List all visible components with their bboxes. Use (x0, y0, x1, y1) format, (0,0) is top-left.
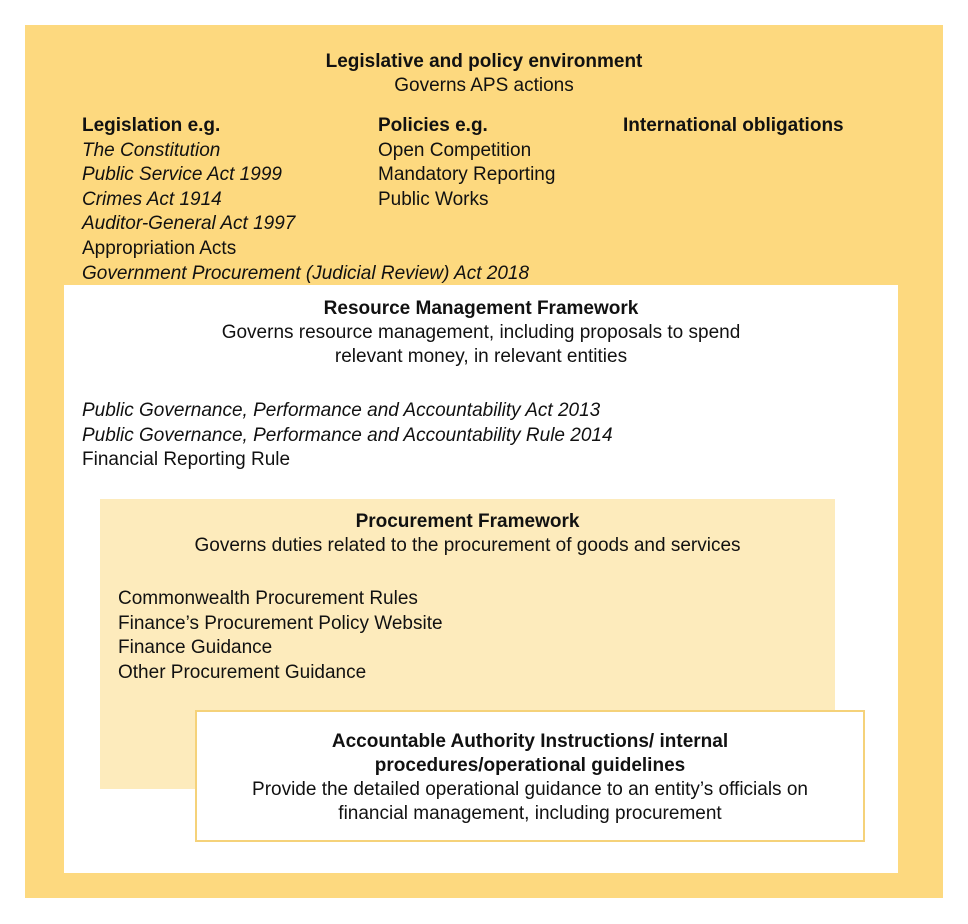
legislation-item: Crimes Act 1914 (82, 188, 222, 210)
pf-list (118, 587, 443, 685)
legislation-item: Appropriation Acts (82, 237, 237, 259)
aai-desc-line1: Provide the detailed operational guidance to an entity’s officials on (252, 779, 808, 800)
rmf-subtitle-line1: Governs resource management, including proposals to spend (221, 322, 741, 343)
rmf-list (82, 399, 613, 473)
policies-heading: Policies e.g. (378, 115, 488, 136)
rmf-item: Financial Reporting Rule (82, 449, 291, 471)
pf-item: Finance Guidance (118, 637, 273, 659)
pf-item: Other Procurement Guidance (118, 661, 367, 683)
accountable-authority-instructions-box (195, 710, 865, 842)
legislation-item: Auditor-General Act 1997 (82, 213, 296, 235)
pf-subtitle: Governs duties related to the procurement of goods and services (194, 535, 741, 556)
rmf-title: Resource Management Framework (323, 298, 639, 319)
legislative-subtitle: Governs APS actions (394, 75, 574, 96)
policy-item: Public Works (378, 188, 489, 210)
aai-title-line2: procedures/operational guidelines (374, 755, 686, 776)
legislation-item: Public Service Act 1999 (82, 164, 282, 186)
international-column (623, 114, 844, 139)
aai-title-line1: Accountable Authority Instructions/ internal (331, 731, 729, 752)
legislation-item: Government Procurement (Judicial Review) Act 2018 (82, 262, 530, 284)
pf-item: Commonwealth Procurement Rules (118, 588, 418, 609)
legislation-item: The Constitution (82, 139, 221, 161)
international-heading: International obligations (623, 115, 844, 136)
policies-column (378, 114, 555, 212)
rmf-item: Public Governance, Performance and Accountability Rule 2014 (82, 424, 613, 446)
aai-desc-line2: financial management, including procurement (338, 803, 722, 824)
policy-item: Mandatory Reporting (378, 164, 556, 186)
legislation-heading: Legislation e.g. (82, 115, 221, 136)
legislative-title: Legislative and policy environment (325, 51, 643, 72)
pf-title: Procurement Framework (355, 511, 580, 532)
rmf-item: Public Governance, Performance and Accountability Act 2013 (82, 400, 601, 421)
rmf-subtitle-line2: relevant money, in relevant entities (334, 346, 628, 367)
policy-item: Open Competition (378, 139, 532, 161)
pf-item: Finance’s Procurement Policy Website (118, 612, 443, 634)
